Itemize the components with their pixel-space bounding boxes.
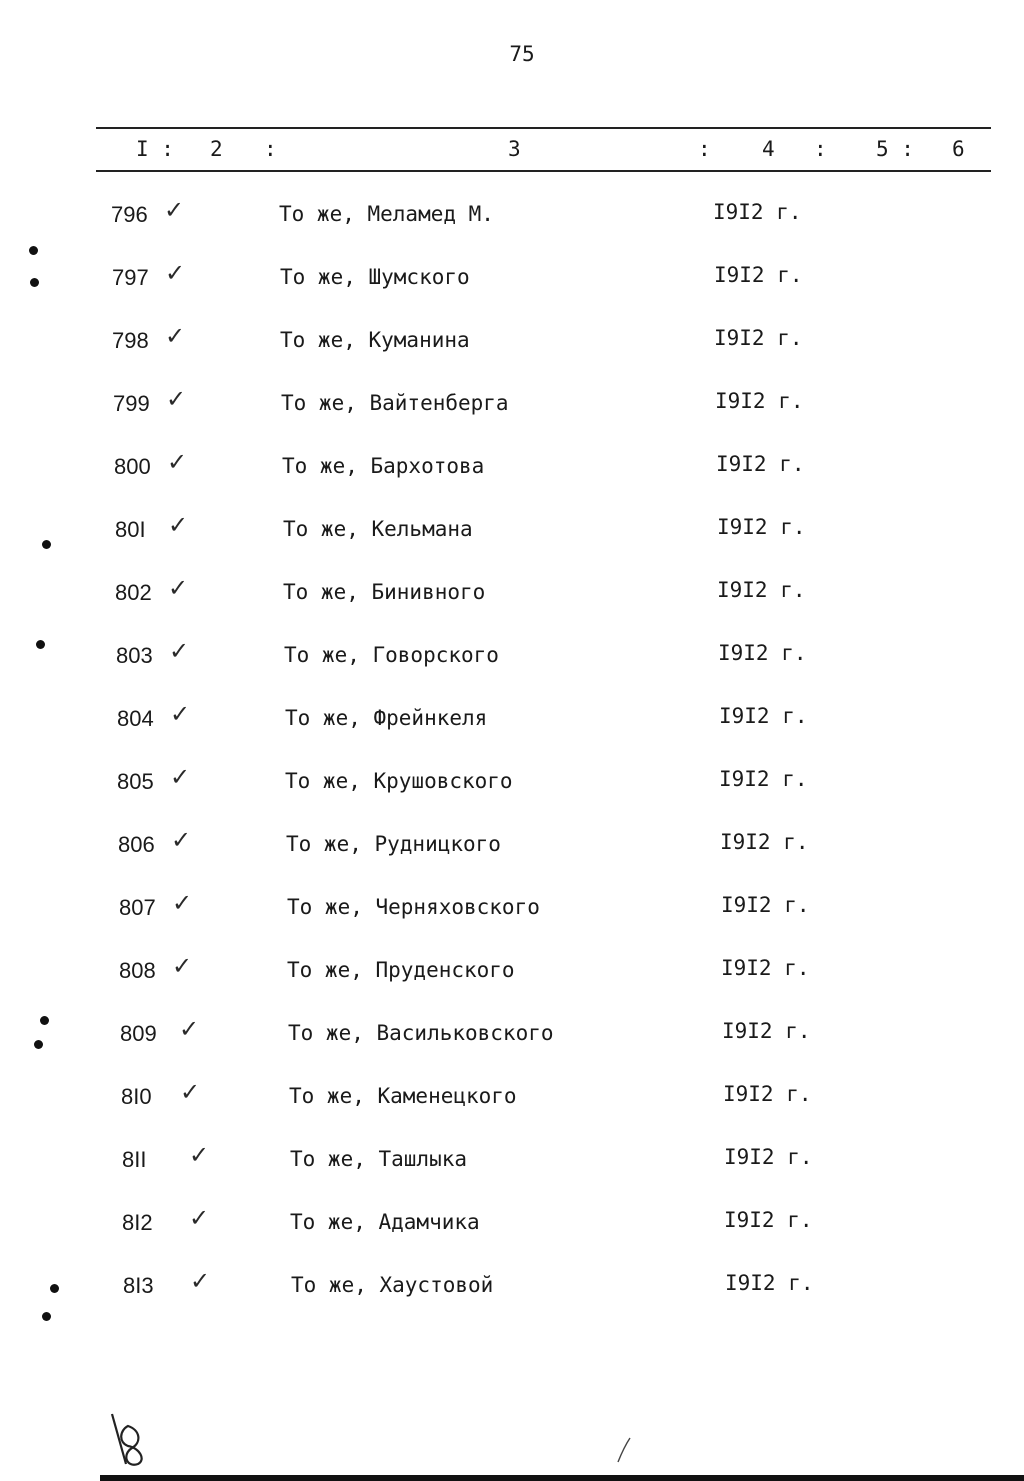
record-number: 803 [116,643,153,668]
pencil-mark [612,1436,636,1464]
checkmark-icon: ✓ [170,700,191,728]
record-description: То же, Крушовского [285,769,513,793]
checkmark-icon: ✓ [169,637,190,665]
checkmark-icon: ✓ [189,1204,210,1232]
table-row [0,1204,1024,1250]
table-row [0,1267,1024,1313]
table-row [0,763,1024,809]
record-year: I9I2 г. [715,389,804,413]
margin-dot [40,1016,49,1025]
record-number: 809 [120,1021,157,1046]
checkmark-icon: ✓ [171,826,192,854]
record-description: То же, Ташлыка [290,1147,468,1171]
record-description: То же, Вайтенберга [281,391,509,415]
margin-dot [34,1040,43,1049]
record-description: То же, Шумского [280,265,470,289]
record-number: 804 [117,706,154,731]
table-row [0,952,1024,998]
record-number: 8II [122,1147,147,1172]
record-year: I9I2 г. [719,704,808,728]
margin-dot [36,640,45,649]
record-description: То же, Хаустовой [291,1273,494,1297]
record-number: 806 [118,832,155,857]
header-col-1: I : [136,137,174,161]
table-row [0,889,1024,935]
record-number: 802 [115,580,152,605]
margin-dot [42,540,51,549]
record-year: I9I2 г. [719,767,808,791]
checkmark-icon: ✓ [190,1267,211,1295]
checkmark-icon: ✓ [164,196,185,224]
record-description: То же, Пруденского [287,958,515,982]
record-number: 800 [114,454,151,479]
table-row [0,574,1024,620]
margin-dot [50,1284,59,1293]
record-year: I9I2 г. [716,452,805,476]
record-number: 807 [119,895,156,920]
record-description: То же, Фрейнкеля [285,706,488,730]
record-year: I9I2 г. [722,1019,811,1043]
record-number: 8I0 [121,1084,152,1109]
record-year: I9I2 г. [718,641,807,665]
header-col-6: 6 [952,137,965,161]
checkmark-icon: ✓ [170,763,191,791]
record-number: 799 [113,391,150,416]
record-number: 8I3 [123,1273,154,1298]
record-description: То же, Бархотова [282,454,485,478]
record-description: То же, Васильковского [288,1021,554,1045]
record-year: I9I2 г. [721,956,810,980]
record-description: То же, Адамчика [290,1210,480,1234]
header-separator: : [814,137,827,161]
record-year: I9I2 г. [714,263,803,287]
record-number: 796 [111,202,148,227]
margin-dot [30,278,39,287]
checkmark-icon: ✓ [179,1015,200,1043]
table-row [0,322,1024,368]
record-number: 808 [119,958,156,983]
record-description: То же, Бинивного [283,580,486,604]
record-number: 797 [112,265,149,290]
record-number: 798 [112,328,149,353]
bottom-edge-bar [100,1475,1024,1481]
margin-dot [42,1312,51,1321]
header-separator: : [264,137,277,161]
header-col-2: 2 [210,137,223,161]
checkmark-icon: ✓ [168,511,189,539]
table-row [0,1078,1024,1124]
checkmark-icon: ✓ [167,448,188,476]
margin-dot [29,246,38,255]
record-description: То же, Рудницкого [286,832,501,856]
record-year: I9I2 г. [713,200,802,224]
record-year: I9I2 г. [723,1082,812,1106]
table-row [0,196,1024,242]
record-year: I9I2 г. [717,515,806,539]
record-number: 805 [117,769,154,794]
checkmark-icon: ✓ [189,1141,210,1169]
checkmark-icon: ✓ [172,952,193,980]
record-year: I9I2 г. [714,326,803,350]
record-description: То же, Черняховского [287,895,540,919]
record-year: I9I2 г. [725,1271,814,1295]
record-description: То же, Куманина [280,328,470,352]
header-col-4: 4 [762,137,775,161]
table-row [0,700,1024,746]
table-row [0,1141,1024,1187]
table-row [0,448,1024,494]
table-row [0,826,1024,872]
record-description: То же, Кельмана [283,517,473,541]
page-number: 75 [509,42,535,66]
checkmark-icon: ✓ [172,889,193,917]
checkmark-icon: ✓ [168,574,189,602]
record-description: То же, Меламед М. [279,202,494,226]
checkmark-icon: ✓ [165,322,186,350]
handwritten-signature [104,1412,148,1470]
record-year: I9I2 г. [721,893,810,917]
table-row [0,637,1024,683]
checkmark-icon: ✓ [180,1078,201,1106]
header-col-3: 3 [508,137,521,161]
record-year: I9I2 г. [724,1145,813,1169]
checkmark-icon: ✓ [165,259,186,287]
record-number: 8I2 [122,1210,153,1235]
table-row [0,511,1024,557]
table-row [0,1015,1024,1061]
record-number: 80I [115,517,146,542]
header-col-5: 5 : [876,137,914,161]
checkmark-icon: ✓ [166,385,187,413]
record-description: То же, Каменецкого [289,1084,517,1108]
table-row [0,385,1024,431]
record-description: То же, Говорского [284,643,499,667]
record-year: I9I2 г. [720,830,809,854]
record-year: I9I2 г. [717,578,806,602]
header-separator: : [698,137,711,161]
record-year: I9I2 г. [724,1208,813,1232]
table-row [0,259,1024,305]
